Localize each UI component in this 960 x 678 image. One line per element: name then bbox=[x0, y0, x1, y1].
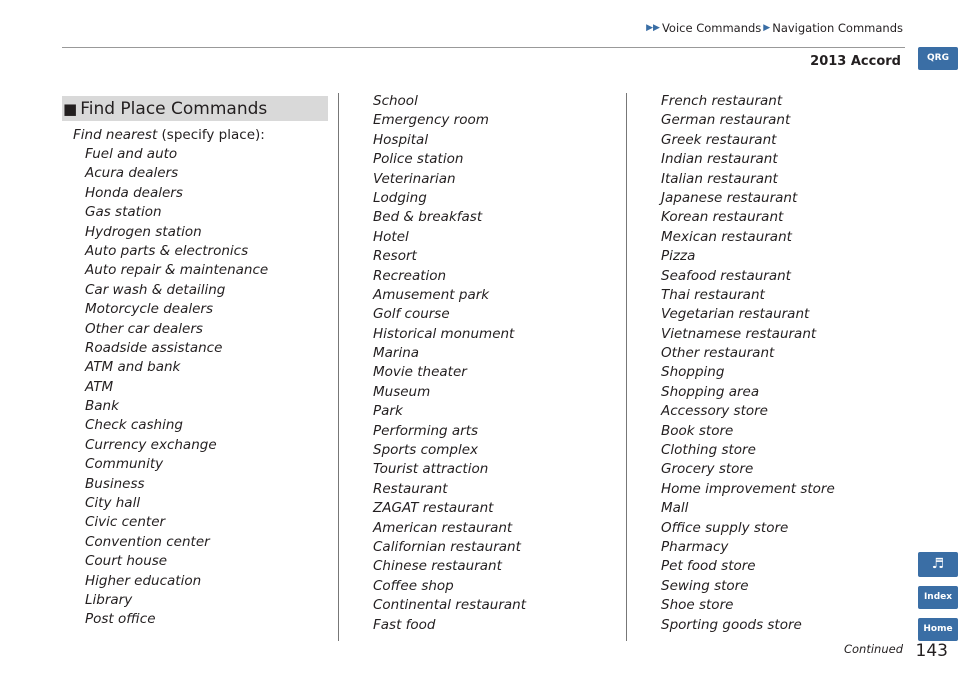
command-item: Shopping bbox=[661, 364, 725, 381]
command-item: Pizza bbox=[661, 248, 696, 265]
model-title: 2013 Accord bbox=[810, 54, 901, 69]
command-item: Court house bbox=[85, 553, 168, 570]
command-item: Higher education bbox=[85, 572, 202, 589]
command-item: Indian restaurant bbox=[661, 151, 778, 168]
command-item: Acura dealers bbox=[85, 165, 179, 182]
command-item: Lodging bbox=[373, 189, 427, 206]
section-title: Find Place Commands bbox=[80, 98, 268, 119]
command-item: Clothing store bbox=[661, 442, 756, 459]
command-item: Civic center bbox=[85, 514, 166, 531]
command-item: Mall bbox=[661, 500, 689, 517]
command-item: Police station bbox=[373, 151, 464, 168]
command-list-3 bbox=[661, 92, 835, 635]
command-item: French restaurant bbox=[661, 93, 783, 109]
command-item: Pet food store bbox=[661, 558, 756, 575]
command-list-2 bbox=[373, 92, 526, 635]
command-item: Vegetarian restaurant bbox=[661, 306, 810, 323]
command-item: Mexican restaurant bbox=[661, 228, 792, 245]
command-item: Museum bbox=[373, 383, 431, 400]
command-item: Seafood restaurant bbox=[661, 267, 791, 284]
arrow-icon: ▶▶ bbox=[646, 23, 660, 33]
intro-command: Find nearest bbox=[73, 127, 158, 143]
command-item: Hydrogen station bbox=[85, 223, 202, 240]
command-item: Sporting goods store bbox=[661, 616, 802, 633]
command-item: Motorcycle dealers bbox=[85, 301, 213, 318]
command-item: Home improvement store bbox=[661, 480, 835, 497]
command-item: Currency exchange bbox=[85, 436, 217, 453]
command-item: Shoe store bbox=[661, 597, 734, 614]
command-item: Grocery store bbox=[661, 461, 754, 478]
command-item: Continental restaurant bbox=[373, 597, 526, 614]
command-item: Chinese restaurant bbox=[373, 558, 502, 575]
intro-line bbox=[73, 126, 265, 145]
column-divider bbox=[338, 93, 339, 641]
command-item: Check cashing bbox=[85, 417, 183, 434]
voice-icon: ♬ bbox=[931, 556, 945, 572]
breadcrumb-item[interactable]: Voice Commands bbox=[661, 21, 762, 35]
command-item: Park bbox=[373, 403, 403, 420]
voice-command-tab[interactable] bbox=[918, 552, 958, 577]
command-item: School bbox=[373, 93, 418, 109]
command-item: Hotel bbox=[373, 228, 409, 245]
command-item: Veterinarian bbox=[373, 170, 456, 187]
command-item: Shopping area bbox=[661, 383, 760, 400]
command-item: Fuel and auto bbox=[85, 146, 178, 162]
command-item: Emergency room bbox=[373, 112, 489, 129]
qrg-tab[interactable]: QRG bbox=[918, 47, 958, 70]
command-item: Book store bbox=[661, 422, 734, 439]
command-item: Movie theater bbox=[373, 364, 467, 381]
home-tab[interactable]: Home bbox=[918, 618, 958, 641]
command-item: Business bbox=[85, 475, 145, 492]
command-item: Recreation bbox=[373, 267, 447, 284]
command-item: Roadside assistance bbox=[85, 339, 223, 356]
command-item: Japanese restaurant bbox=[661, 189, 798, 206]
section-marker-icon: ■ bbox=[63, 99, 78, 118]
section-heading bbox=[62, 96, 328, 121]
command-item: Tourist attraction bbox=[373, 461, 489, 478]
header-rule bbox=[62, 47, 905, 48]
command-item: Korean restaurant bbox=[661, 209, 784, 226]
command-item: ATM and bank bbox=[85, 359, 181, 376]
command-item: Convention center bbox=[85, 533, 210, 550]
command-item: Californian restaurant bbox=[373, 538, 521, 555]
command-item: Car wash & detailing bbox=[85, 281, 226, 298]
command-item: Pharmacy bbox=[661, 538, 729, 555]
command-item: Other car dealers bbox=[85, 320, 203, 337]
arrow-icon: ▶ bbox=[763, 23, 771, 33]
continued-label: Continued bbox=[843, 642, 903, 656]
command-item: Post office bbox=[85, 611, 156, 628]
command-item: Other restaurant bbox=[661, 345, 775, 362]
command-item: Auto parts & electronics bbox=[85, 242, 249, 259]
command-item: Bed & breakfast bbox=[373, 209, 483, 226]
index-tab[interactable]: Index bbox=[918, 586, 958, 609]
intro-note: (specify place): bbox=[157, 127, 265, 143]
command-item: Restaurant bbox=[373, 480, 448, 497]
command-item: Marina bbox=[373, 345, 420, 362]
command-item: Accessory store bbox=[661, 403, 768, 420]
command-item: Thai restaurant bbox=[661, 286, 765, 303]
command-item: Greek restaurant bbox=[661, 131, 777, 148]
command-item: ATM bbox=[85, 378, 114, 395]
command-item: German restaurant bbox=[661, 112, 791, 129]
column-divider bbox=[626, 93, 627, 641]
command-item: Office supply store bbox=[661, 519, 789, 536]
command-item: Bank bbox=[85, 398, 119, 415]
breadcrumb-item[interactable]: Navigation Commands bbox=[772, 21, 903, 35]
command-item: Sports complex bbox=[373, 442, 479, 459]
command-item: City hall bbox=[85, 495, 141, 512]
command-item: Coffee shop bbox=[373, 577, 454, 594]
command-item: Hospital bbox=[373, 131, 429, 148]
command-item: Performing arts bbox=[373, 422, 479, 439]
command-item: ZAGAT restaurant bbox=[373, 500, 494, 517]
command-item: Vietnamese restaurant bbox=[661, 325, 817, 342]
command-list-1 bbox=[85, 145, 268, 630]
command-item: Sewing store bbox=[661, 577, 749, 594]
breadcrumb bbox=[646, 21, 903, 35]
command-item: Golf course bbox=[373, 306, 450, 323]
command-item: Honda dealers bbox=[85, 184, 183, 201]
command-item: Resort bbox=[373, 248, 417, 265]
command-item: Auto repair & maintenance bbox=[85, 262, 269, 279]
command-item: Community bbox=[85, 456, 164, 473]
page-number: 143 bbox=[915, 641, 948, 661]
command-item: Amusement park bbox=[373, 286, 490, 303]
command-item: Library bbox=[85, 591, 133, 608]
command-item: Italian restaurant bbox=[661, 170, 778, 187]
command-item: Fast food bbox=[373, 616, 436, 633]
command-item: Gas station bbox=[85, 204, 162, 221]
command-item: American restaurant bbox=[373, 519, 513, 536]
command-item: Historical monument bbox=[373, 325, 515, 342]
